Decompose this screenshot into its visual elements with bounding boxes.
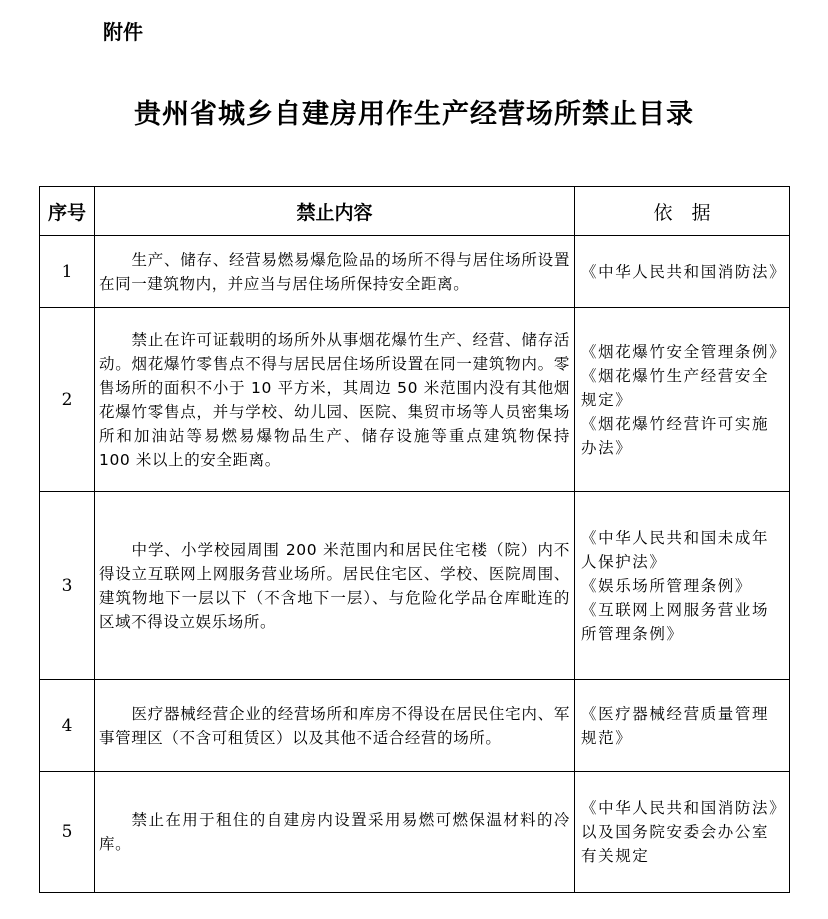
table-row xyxy=(40,236,790,308)
basis-item: 《互联网上网服务营业场所管理条例》 xyxy=(581,600,770,643)
page-title: 贵州省城乡自建房用作生产经营场所禁止目录 xyxy=(134,99,694,130)
row-content: 禁止在用于租住的自建房内设置采用易燃可燃保温材料的冷库。 xyxy=(95,772,575,893)
row-basis xyxy=(575,308,790,492)
prohibition-table xyxy=(39,186,790,893)
row-number: 5 xyxy=(40,772,95,893)
basis-item: 《中华人民共和国消防法》 xyxy=(581,262,787,281)
basis-item: 《中华人民共和国消防法》以及国务院安委会办公室有关规定 xyxy=(581,799,779,865)
column-header-content: 禁止内容 xyxy=(95,187,575,236)
row-number: 1 xyxy=(40,236,95,308)
row-basis xyxy=(575,236,790,308)
attachment-label: 附件 xyxy=(103,20,143,44)
row-basis xyxy=(575,492,790,680)
row-content: 生产、储存、经营易燃易爆危险品的场所不得与居住场所设置在同一建筑物内，并应当与居住场所保持安全距离。 xyxy=(95,236,575,308)
row-basis xyxy=(575,772,790,893)
table-row xyxy=(40,772,790,893)
table-row xyxy=(40,680,790,772)
row-content: 禁止在许可证载明的场所外从事烟花爆竹生产、经营、储存活动。烟花爆竹零售点不得与居民居住场所设置在同一建筑物内。零售场所的面积不小于 10 平方米，其周边 50 米范围内没有其他烟花爆竹零售点，并与学校、幼儿园、医院、集贸市场等人员密集场所和加油站等易燃易爆物品生产、储存设施等重点建筑物保持 100 米以上的安全距离。 xyxy=(95,308,575,492)
basis-item: 《医疗器械经营质量管理规范》 xyxy=(581,704,770,747)
row-content: 医疗器械经营企业的经营场所和库房不得设在居民住宅内、军事管理区（不含可租赁区）以及其他不适合经营的场所。 xyxy=(95,680,575,772)
basis-item: 《娱乐场所管理条例》 xyxy=(581,576,753,595)
basis-item: 《中华人民共和国未成年人保护法》 xyxy=(581,528,770,571)
column-header-basis: 依 据 xyxy=(575,187,790,236)
table-row xyxy=(40,492,790,680)
row-content: 中学、小学校园周围 200 米范围内和居民住宅楼（院）内不得设立互联网上网服务营业场所。居民住宅区、学校、医院周围、建筑物地下一层以下（不含地下一层）、与危险化学品仓库毗连的区域不得设立娱乐场所。 xyxy=(95,492,575,680)
table-header-row xyxy=(40,187,790,236)
basis-item: 《烟花爆竹安全管理条例》 xyxy=(581,342,787,361)
basis-item: 《烟花爆竹生产经营安全规定》 xyxy=(581,366,770,409)
basis-item: 《烟花爆竹经营许可实施办法》 xyxy=(581,414,770,457)
row-number: 4 xyxy=(40,680,95,772)
row-basis xyxy=(575,680,790,772)
column-header-number: 序号 xyxy=(40,187,95,236)
table-row xyxy=(40,308,790,492)
row-number: 3 xyxy=(40,492,95,680)
row-number: 2 xyxy=(40,308,95,492)
